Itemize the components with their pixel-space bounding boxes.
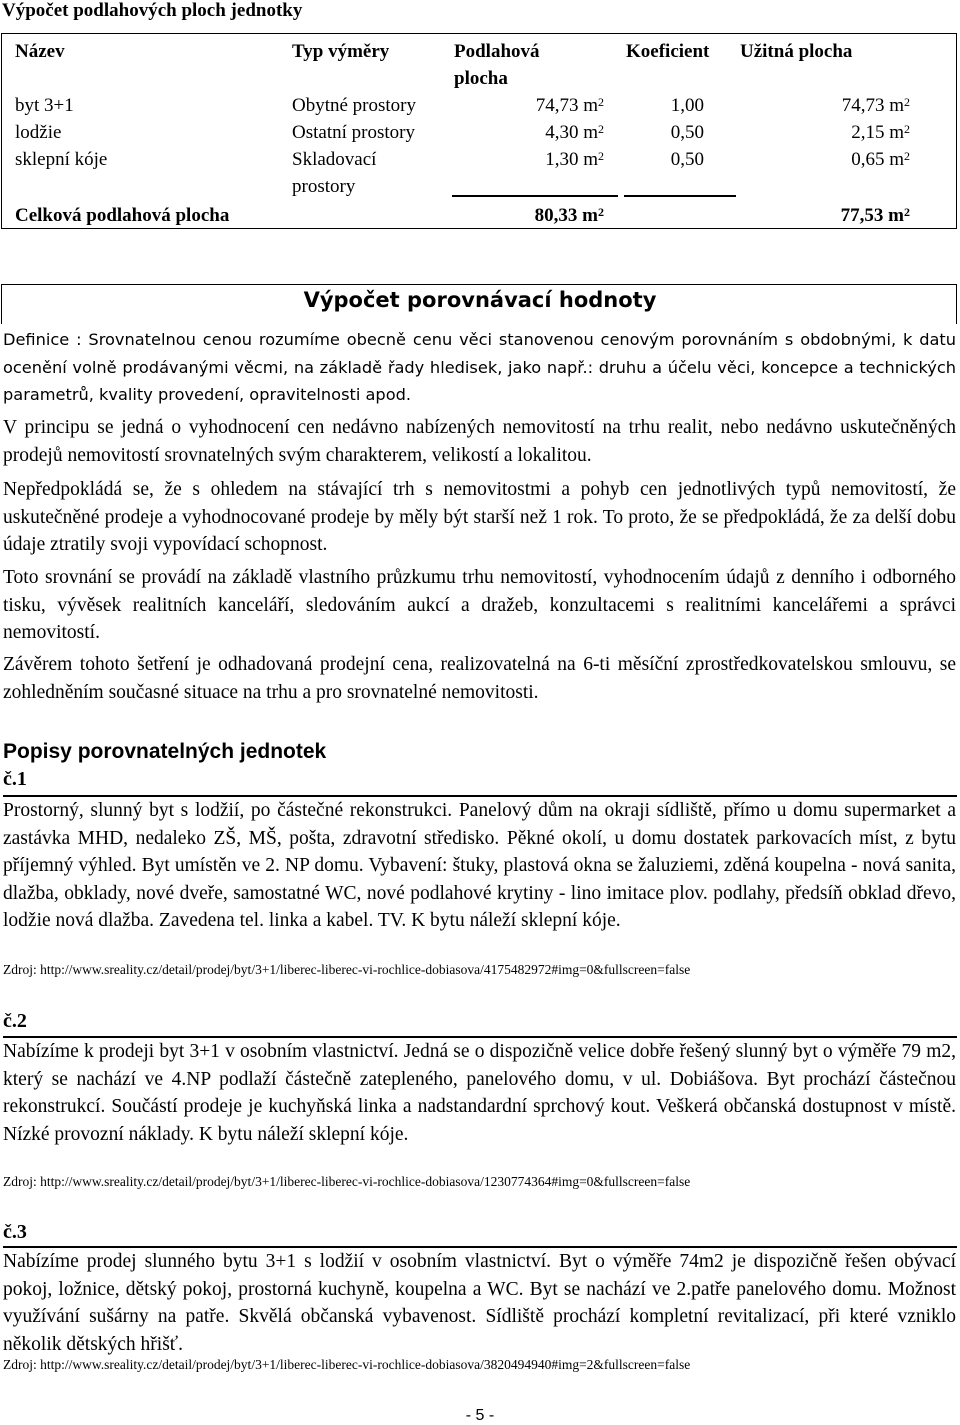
row-name: byt 3+1 <box>15 95 74 116</box>
unit-label: č.3 <box>3 1221 27 1243</box>
total-underline <box>624 195 736 197</box>
unit-label: č.2 <box>3 1010 27 1032</box>
row-usable-area: 74,73 $m^2$ <box>841 95 910 116</box>
row-coefficient: 0,50 <box>670 149 704 170</box>
row-floor-area: 4,30 $m^2$ <box>545 122 604 143</box>
unit-label: č.1 <box>3 768 27 790</box>
paragraph: V principu se jedná o vyhodnocení cen nedávno nabízených nemovitostí na trhu realit, nebo nedávno uskutečněných prodejů nemovitostí srovnatelných svým charakterem, velikostí a lokalitou. <box>3 417 956 466</box>
paragraph: Toto srovnání se provádí na základě vlastního průzkumu trhu nemovitostí, vyhodnocením údajů z denního i odborného tisku, vývěsek realitních kanceláří, sledováním aukcí a dražeb, konzultacemi s realitními kancelářemi a správci nemovitostí. <box>3 567 956 643</box>
header-name: Název <box>15 41 65 62</box>
row-floor-area: 74,73 $m^2$ <box>535 95 604 116</box>
row-name: lodžie <box>15 122 62 143</box>
unit-source: Zdroj: http://www.sreality.cz/detail/prodej/byt/3+1/liberec-liberec-vi-rochlice-dobiasova/1230774364#img=0&fullscreen=false <box>3 1174 691 1189</box>
unit-description: Prostorný, slunný byt s lodžií, po částečné rekonstrukci. Panelový dům na okraji sídliště, přímo u domu supermarket a zastávka MHD, nedaleko ZŠ, MŠ, pošta, zdravotní středisko. Pěkné okolí, u domu dostatek parkovacích míst, z bytu příjemný výhled. Byt umístěn ve 2. NP domu. Vybavení: štuky, plastová okna se žaluziemi, zděná koupelna - nová sanita, dlažba, obklady, nové dveře, samostatné WC, nové podlahové krytiny - lino imitace plov. podlahy, předsíň obklad dřevo, lodžie nová dlažba. Zavedena tel. linka a kabel. TV. K bytu náleží sklepní kóje. <box>3 800 956 931</box>
paragraph: Závěrem tohoto šetření je odhadovaná prodejní cena, realizovatelná na 6-ti měsíční zprostředkovatelskou smlouvu, se zohledněním současné situace na trhu a pro srovnatelné nemovitosti. <box>3 654 956 703</box>
unit-source: Zdroj: http://www.sreality.cz/detail/prodej/byt/3+1/liberec-liberec-vi-rochlice-dobiasova/4175482972#img=0&fullscreen=false <box>3 962 691 977</box>
definition-paragraph: Definice : Srovnatelnou cenou rozumíme obecně cenu věci stanovenou cenovým porovnáním s obdobnými, k datu ocenění volně prodávanými věcmi, na základě řady hledisek, jako např.: druhu a účelu věci, koncepce a technických parametrů, kvality provedení, opravitelnosti apod. <box>3 330 956 404</box>
row-name: sklepní kóje <box>15 149 108 170</box>
row-type: Skladovací prostory <box>292 149 377 197</box>
row-floor-area: 1,30 $m^2$ <box>545 149 604 170</box>
page-number: - 5 - <box>465 1407 495 1424</box>
paragraph: Nepředpokládá se, že s ohledem na stávající trh s nemovitostmi a pohyb cen jednotlivých typů nemovitostí, že uskutečněné prodeje a vyhodnocované prodeje by měly být starší než 1 rok. To proto, že se předpokládá, že za delší dobu údaje ztratily svoji vypovídací schopnost. <box>3 479 956 555</box>
unit-source: Zdroj: http://www.sreality.cz/detail/prodej/byt/3+1/liberec-liberec-vi-rochlice-dobiasova/3820494940#img=2&fullscreen=false <box>3 1357 691 1372</box>
unit-description: Nabízíme prodej slunného bytu 3+1 s lodžií v osobním vlastnictví. Byt o výměře 74m2 je dispozičně řešen obývací pokoj, ložnice, dětský pokoj, prostorná kuchyně, koupelna a WC. Byt se nachází ve 2.patře panelového domu. Možnost využívání sušárny na patře. Skvělá občanská vybavenost. Sídliště prochází kompletní revitalizací, při které vzniklo několik dětských hřišť. <box>3 1251 956 1355</box>
units-heading: Popisy porovnatelných jednotek <box>3 740 327 763</box>
total-usable-area: 77,53 $m^2$ <box>840 205 910 226</box>
floor-area-table <box>1 33 957 229</box>
header-coefficient: Koeficient <box>626 41 710 62</box>
header-type: Typ výměry <box>292 41 390 62</box>
total-floor-area: 80,33 $m^2$ <box>534 205 604 226</box>
unit-description: Nabízíme k prodeji byt 3+1 v osobním vlastnictví. Jedná se o dispozičně velice dobře řešený slunný byt o výměře 79 m2, který se nachází ve 4.NP podlaží částečně zatepleného, panelového domu, v ul. Dobiášova. Byt prochází částečnou rekonstrukcí. Součástí prodeje je kuchyňská linka a nadstandardní sprchový kout. Veškerá občanská dostupnost v místě. Nízké provozní náklady. K bytu náleží sklepní kóje. <box>3 1041 956 1145</box>
header-floor-area: Podlahová plocha <box>454 41 540 89</box>
total-underline <box>452 195 618 197</box>
row-usable-area: 2,15 $m^2$ <box>851 122 910 143</box>
header-usable-area: Užitná plocha <box>740 41 853 62</box>
row-coefficient: 0,50 <box>670 122 704 143</box>
row-coefficient: 1,00 <box>670 95 704 116</box>
row-usable-area: 0,65 $m^2$ <box>851 149 910 170</box>
section-title: Výpočet porovnávací hodnoty <box>303 288 657 312</box>
total-label: Celková podlahová plocha <box>15 205 230 226</box>
page-title: Výpočet podlahových ploch jednotky <box>2 0 303 21</box>
row-type: Ostatní prostory <box>292 122 415 143</box>
row-type: Obytné prostory <box>292 95 417 116</box>
